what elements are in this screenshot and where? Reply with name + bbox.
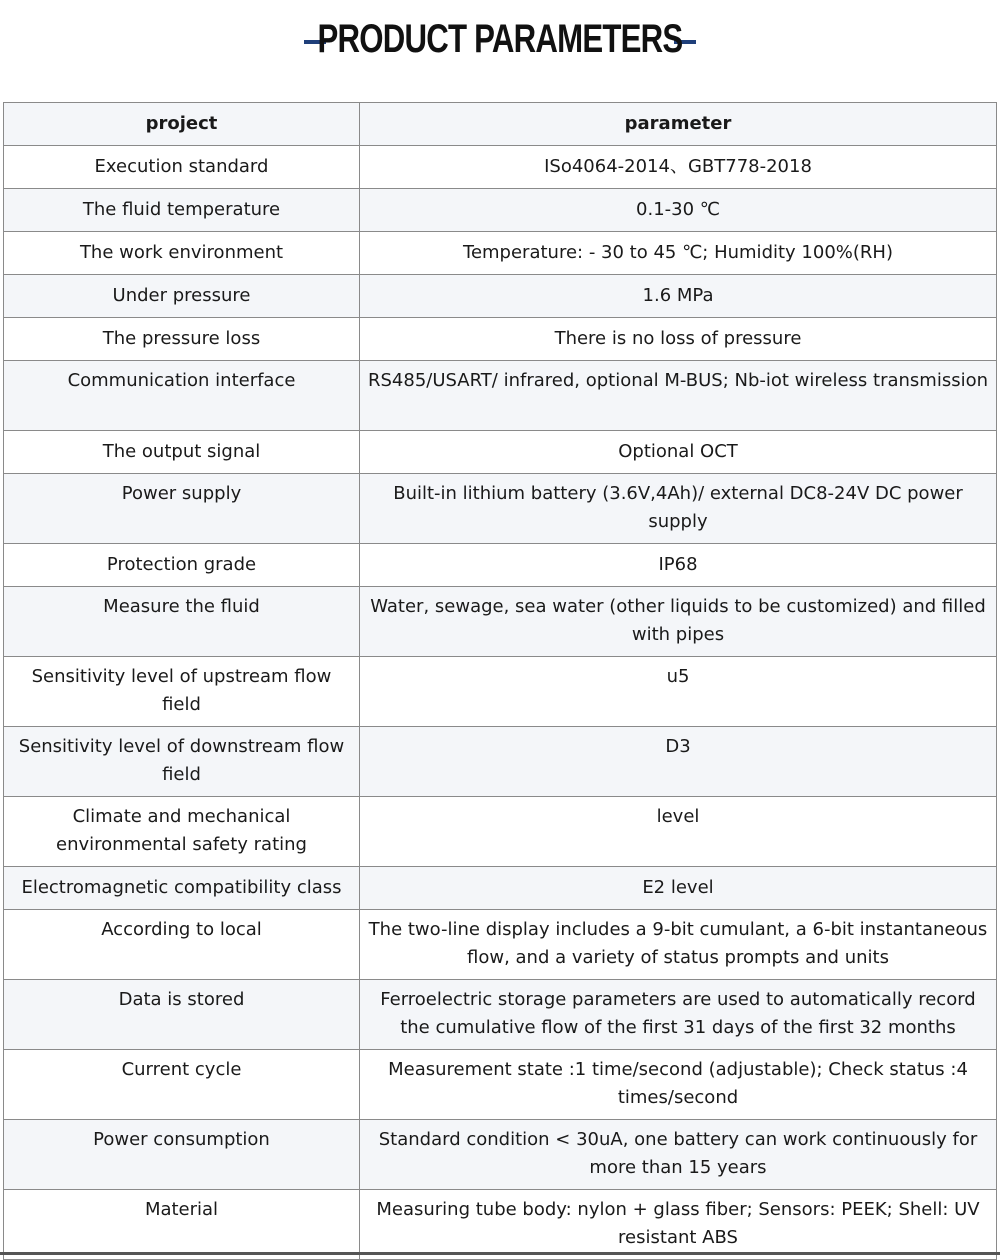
parameter-cell: u5 [360,657,997,727]
table-row [4,474,997,544]
parameter-cell: 0.1-30 ℃ [360,189,997,232]
page-title: PRODUCT PARAMETERS [317,16,683,61]
project-cell: According to local [4,910,360,980]
project-cell: Current cycle [4,1050,360,1120]
parameter-cell: D3 [360,727,997,797]
table-row [4,361,997,431]
table-row [4,431,997,474]
project-cell: Sensitivity level of upstream flow field [4,657,360,727]
project-cell: The pressure loss [4,318,360,361]
parameter-cell: ISo4064-2014、GBT778-2018 [360,146,997,189]
bottom-divider [0,1252,1000,1255]
table-row [4,275,997,318]
project-cell: Material [4,1190,360,1260]
column-header-parameter: parameter [360,103,997,146]
parameter-cell: Standard condition < 30uA, one battery can work continuously for more than 15 years [360,1120,997,1190]
project-cell: The fluid temperature [4,189,360,232]
parameter-cell: RS485/USART/ infrared, optional M-BUS; Nb-iot wireless transmission [360,361,997,431]
table-row [4,980,997,1050]
table-row [4,1190,997,1260]
project-cell: The output signal [4,431,360,474]
parameter-cell: Built-in lithium battery (3.6V,4Ah)/ external DC8-24V DC power supply [360,474,997,544]
parameter-cell: Optional OCT [360,431,997,474]
project-cell: Power supply [4,474,360,544]
parameter-cell: The two-line display includes a 9-bit cumulant, a 6-bit instantaneous flow, and a variety of status prompts and units [360,910,997,980]
table-row [4,657,997,727]
table-row [4,910,997,980]
project-cell: The work environment [4,232,360,275]
project-cell: Execution standard [4,146,360,189]
table-row [4,146,997,189]
column-header-project: project [4,103,360,146]
project-cell: Sensitivity level of downstream flow field [4,727,360,797]
table-row [4,1050,997,1120]
table-row [4,544,997,587]
project-cell: Data is stored [4,980,360,1050]
page-header [0,14,1000,64]
project-cell: Power consumption [4,1120,360,1190]
parameter-cell: Measurement state :1 time/second (adjustable); Check status :4 times/second [360,1050,997,1120]
table-row [4,1120,997,1190]
project-cell: Climate and mechanical environmental safety rating [4,797,360,867]
project-cell: Electromagnetic compatibility class [4,867,360,910]
table-row [4,867,997,910]
project-cell: Under pressure [4,275,360,318]
table-row [4,189,997,232]
table-row [4,232,997,275]
project-cell: Protection grade [4,544,360,587]
parameter-cell: IP68 [360,544,997,587]
parameter-cell: Measuring tube body: nylon + glass fiber; Sensors: PEEK; Shell: UV resistant ABS [360,1190,997,1260]
parameter-cell: E2 level [360,867,997,910]
project-cell: Communication interface [4,361,360,431]
parameter-cell: Ferroelectric storage parameters are used to automatically record the cumulative flow of the first 31 days of the first 32 months [360,980,997,1050]
table-row [4,587,997,657]
table-row [4,797,997,867]
parameter-cell: Temperature: - 30 to 45 ℃; Humidity 100%(RH) [360,232,997,275]
parameter-cell: Water, sewage, sea water (other liquids to be customized) and filled with pipes [360,587,997,657]
parameter-cell: There is no loss of pressure [360,318,997,361]
table-row [4,727,997,797]
table-row [4,318,997,361]
table-header-row [4,103,997,146]
parameter-cell: level [360,797,997,867]
project-cell: Measure the fluid [4,587,360,657]
table-body [4,146,997,1260]
parameter-cell: 1.6 MPa [360,275,997,318]
parameters-table [3,102,997,1260]
